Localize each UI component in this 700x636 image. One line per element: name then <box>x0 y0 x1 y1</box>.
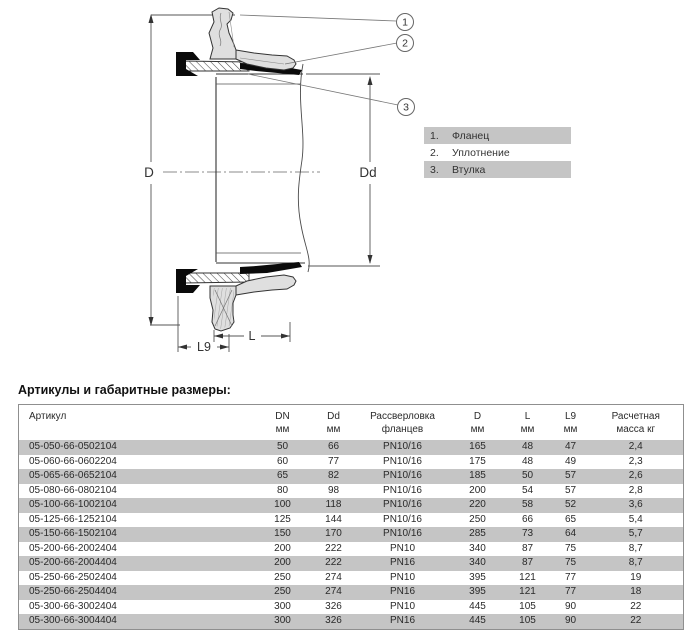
table-cell: 77 <box>564 571 577 583</box>
table-cell: 73 <box>521 528 534 539</box>
arrow-l-right <box>281 334 290 339</box>
column-header: Расчетная масса кг <box>611 411 660 435</box>
table-cell: 274 <box>325 571 342 583</box>
table-cell: 2,3 <box>628 455 643 467</box>
table-cell: 90 <box>564 615 577 626</box>
table-cell: 395 <box>469 571 486 583</box>
dim-label-dd: Dd <box>359 165 377 180</box>
table-cell: 48 <box>521 441 534 452</box>
table-cell: 8,7 <box>628 542 643 554</box>
legend-item-label: Фланец <box>452 129 490 142</box>
table-cell: 165 <box>469 441 486 452</box>
table-cell: PN10/16 <box>383 513 422 525</box>
table-cell: 98 <box>327 484 340 496</box>
table-cell: 65 <box>564 513 577 525</box>
table-cell: PN10/16 <box>383 528 422 539</box>
table-cell: 2,6 <box>628 470 643 481</box>
seal-wedge-bottom <box>240 262 302 274</box>
table-cell: 3,6 <box>628 499 643 510</box>
table-cell: 87 <box>521 557 534 568</box>
table-cell: 22 <box>630 615 642 626</box>
legend-item-number: 2. <box>430 146 439 159</box>
arrow-l-left <box>214 334 223 339</box>
table-row <box>19 556 684 571</box>
table-cell: 395 <box>469 586 486 597</box>
column-header: Рассверловка фланцев <box>370 411 435 435</box>
legend-item-number: 1. <box>430 129 439 142</box>
table-cell: 121 <box>519 586 536 597</box>
table-cell: 58 <box>521 499 534 510</box>
table-cell: 05-065-66-0652104 <box>29 470 117 481</box>
table-cell: 100 <box>274 499 291 510</box>
table-cell: 105 <box>519 600 536 612</box>
table-row <box>19 585 684 600</box>
arrow-l9-left <box>178 345 187 350</box>
column-header: Dd мм <box>326 411 341 435</box>
table-row <box>19 513 684 528</box>
table-cell: PN10/16 <box>383 499 422 510</box>
table-cell: PN10 <box>389 571 415 583</box>
dimensions-table <box>18 404 684 630</box>
table-cell: 121 <box>519 571 536 583</box>
table-row <box>19 455 684 470</box>
table-cell: 90 <box>564 600 577 612</box>
table-cell: 222 <box>325 542 342 554</box>
legend-item-number: 3. <box>430 163 439 176</box>
flange-plate-hatched-top <box>184 61 249 71</box>
arrow-l9-right <box>220 345 229 350</box>
table-cell: 05-125-66-1252104 <box>29 513 117 525</box>
table-cell: 250 <box>274 571 291 583</box>
table-row <box>19 484 684 499</box>
flange-plate-hatched-bottom <box>184 273 249 283</box>
legend-item-flange <box>424 127 571 144</box>
table-cell: 220 <box>469 499 486 510</box>
table-row <box>19 440 684 455</box>
table-cell: 54 <box>521 484 534 496</box>
table-row <box>19 498 684 513</box>
callout-1-number: 1 <box>402 16 408 29</box>
table-cell: 18 <box>630 586 642 597</box>
table-cell: 250 <box>274 586 291 597</box>
table-cell: 285 <box>469 528 486 539</box>
table-cell: 5,4 <box>628 513 643 525</box>
table-cell: 170 <box>325 528 342 539</box>
table-cell: PN10/16 <box>383 441 422 452</box>
table-cell: 82 <box>327 470 340 481</box>
table-cell: 66 <box>327 441 340 452</box>
column-header: D мм <box>470 411 485 435</box>
table-cell: 48 <box>521 455 534 467</box>
callout-2-number: 2 <box>402 37 408 50</box>
table-cell: 185 <box>469 470 486 481</box>
table-cell: PN16 <box>389 615 415 626</box>
callout-3 <box>398 99 415 116</box>
table-cell: 47 <box>564 441 577 452</box>
table-cell: 75 <box>564 557 577 568</box>
column-header: L мм <box>520 411 535 435</box>
table-cell: PN10/16 <box>383 484 422 496</box>
table-cell: 300 <box>274 600 291 612</box>
table-cell: 340 <box>469 557 486 568</box>
table-cell: 64 <box>564 528 577 539</box>
table-cell: 66 <box>521 513 534 525</box>
table-cell: 300 <box>274 615 291 626</box>
table-cell: 445 <box>469 600 486 612</box>
table-cell: 118 <box>325 499 342 510</box>
table-cell: PN10 <box>389 542 415 554</box>
legend-item-sleeve <box>424 161 571 178</box>
table-cell: 340 <box>469 542 486 554</box>
table-cell: 05-050-66-0502104 <box>29 441 117 452</box>
callout-1 <box>397 14 414 31</box>
coupling-top-section <box>176 8 302 76</box>
table-cell: 52 <box>564 499 577 510</box>
legend-item-label: Уплотнение <box>452 146 510 159</box>
table-cell: PN10/16 <box>383 470 422 481</box>
table-cell: 05-150-66-1502104 <box>29 528 117 539</box>
table-head-row <box>19 405 684 441</box>
sleeve-pipe <box>216 74 305 263</box>
table-cell: 75 <box>564 542 577 554</box>
pipe-break-line <box>298 64 309 272</box>
table-cell: 87 <box>521 542 534 554</box>
table-cell: 8,7 <box>628 557 643 568</box>
table-cell: 445 <box>469 615 486 626</box>
table-cell: 326 <box>325 600 342 612</box>
table-cell: 65 <box>276 470 289 481</box>
legend-item-seal <box>424 144 571 161</box>
table-cell: 22 <box>630 600 642 612</box>
table-cell: 05-300-66-3002404 <box>29 600 117 612</box>
arrow-dd-bottom <box>368 255 373 264</box>
table-cell: 200 <box>274 557 291 568</box>
table-cell: PN16 <box>389 557 415 568</box>
table-cell: 19 <box>630 571 642 583</box>
table-cell: PN10/16 <box>383 455 422 467</box>
column-header: DN мм <box>275 411 290 435</box>
table-cell: 05-200-66-2002404 <box>29 542 117 554</box>
table-title: Артикулы и габаритные размеры: <box>18 383 231 397</box>
arrow-dd-top <box>368 76 373 85</box>
table-cell: 50 <box>521 470 534 481</box>
table-row <box>19 527 684 542</box>
table-row <box>19 571 684 586</box>
table-cell: 274 <box>325 586 342 597</box>
table-cell: 326 <box>325 615 342 626</box>
table-cell: 125 <box>274 513 291 525</box>
table-cell: 105 <box>519 615 536 626</box>
parts-legend <box>424 127 571 178</box>
coupling-bottom-section <box>176 262 302 331</box>
table-cell: 05-300-66-3004404 <box>29 615 117 626</box>
table-cell: 05-100-66-1002104 <box>29 499 117 510</box>
table-cell: 05-060-66-0602204 <box>29 455 117 467</box>
table-cell: 05-080-66-0802104 <box>29 484 117 496</box>
table-cell: PN16 <box>389 586 415 597</box>
dim-label-l: L <box>248 329 256 343</box>
table-cell: 175 <box>469 455 486 467</box>
table-cell: 57 <box>564 470 577 481</box>
table-cell: 5,7 <box>628 528 643 539</box>
column-header: L9 мм <box>563 411 578 435</box>
table-cell: 60 <box>276 455 289 467</box>
table-row <box>19 600 684 615</box>
table-cell: 200 <box>469 484 486 496</box>
table-cell: 250 <box>469 513 486 525</box>
table-cell: 80 <box>276 484 289 496</box>
table-cell: 50 <box>276 441 289 452</box>
table-cell: 05-250-66-2504404 <box>29 586 117 597</box>
table-cell: 2,4 <box>628 441 643 452</box>
callout-3-number: 3 <box>403 101 409 114</box>
table-cell: 57 <box>564 484 577 496</box>
callout-2 <box>397 35 414 52</box>
table-cell: 77 <box>327 455 340 467</box>
table-row <box>19 542 684 557</box>
table-cell: 05-200-66-2004404 <box>29 557 117 568</box>
legend-item-label: Втулка <box>452 163 486 176</box>
table-cell: 222 <box>325 557 342 568</box>
table-cell: PN10 <box>389 600 415 612</box>
table-cell: 200 <box>274 542 291 554</box>
table-cell: 144 <box>325 513 342 525</box>
column-header: Артикул <box>29 411 67 422</box>
dim-label-d: D <box>144 165 154 180</box>
table-cell: 150 <box>274 528 291 539</box>
table-cell: 05-250-66-2502404 <box>29 571 117 583</box>
dim-label-l9: L9 <box>197 340 211 354</box>
table-cell: 2,8 <box>628 484 643 496</box>
table-cell: 77 <box>564 586 577 597</box>
table-cell: 49 <box>564 455 577 467</box>
table-row <box>19 469 684 484</box>
table-row <box>19 614 684 629</box>
table-body <box>19 440 684 629</box>
